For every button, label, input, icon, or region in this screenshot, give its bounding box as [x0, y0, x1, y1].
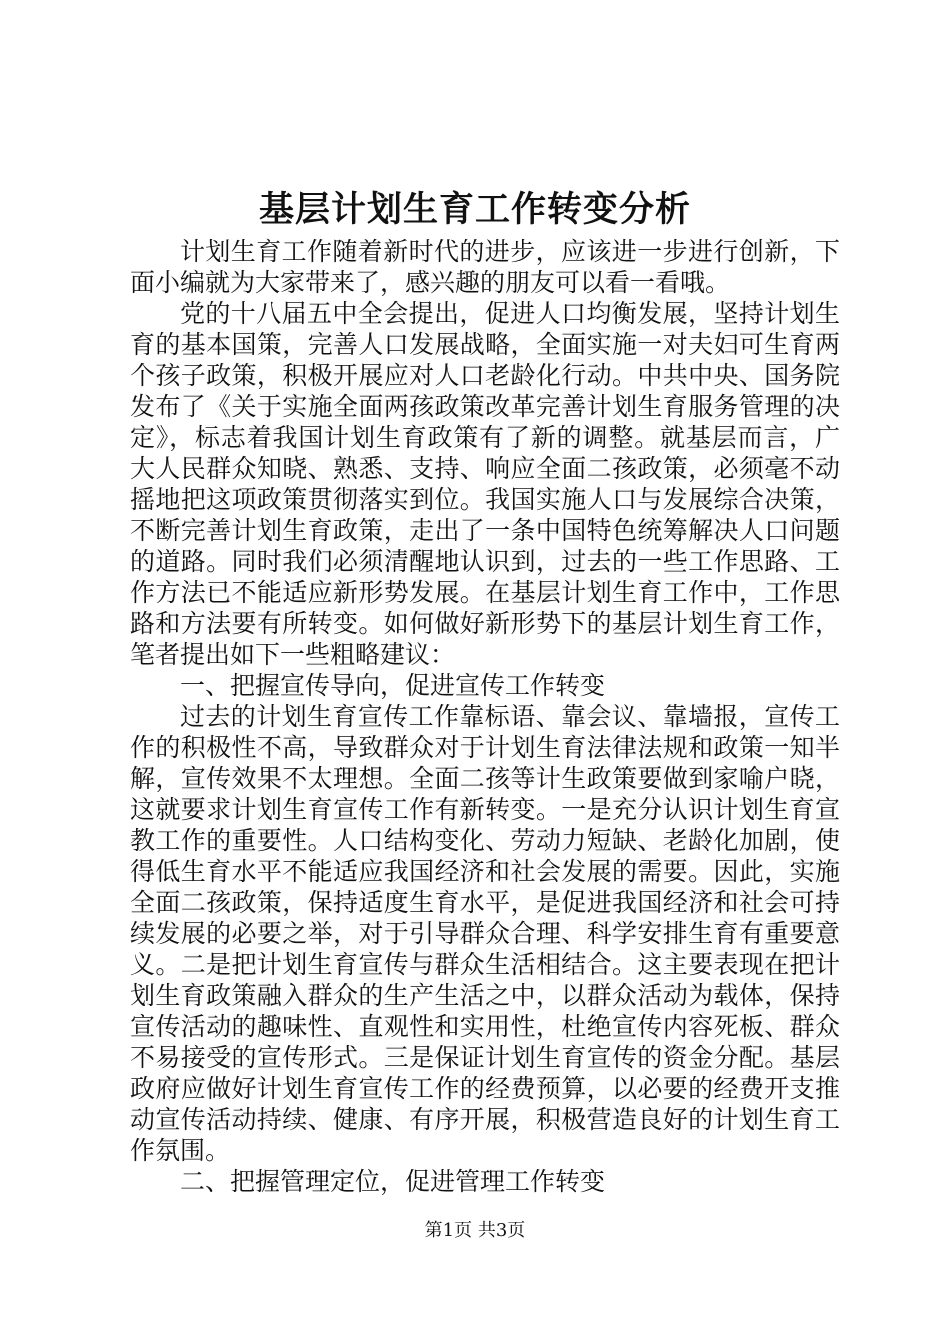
document-body — [130, 236, 840, 1197]
intro-paragraph: 计划生育工作随着新时代的进步，应该进一步进行创新，下面小编就为大家带来了，感兴趣的朋友可以看一看哦。 — [130, 237, 840, 297]
document-title: 基层计划生育工作转变分析 — [258, 189, 691, 230]
page-number-footer: 第1页 共3页 — [424, 1220, 526, 1241]
section-heading-2: 二、把握管理定位，促进管理工作转变 — [180, 1167, 606, 1196]
background-paragraph: 党的十八届五中全会提出，促进人口均衡发展，坚持计划生育的基本国策，完善人口发展战略，全面实施一对夫妇可生育两个孩子政策，积极开展应对人口老龄化行动。中共中央、国务院发布了《关于实施全面两孩政策改革完善计划生育服务管理的决定》，标志着我国计划生育政策有了新的调整。就基层而言，广大人民群众知晓、熟悉、支持、响应全面二孩政策，必须毫不动摇地把这项政策贯彻落实到位。我国实施人口与发展综合决策，不断完善计划生育政策，走出了一条中国特色统筹解决人口问题的道路。同时我们必须清醒地认识到，过去的一些工作思路、工作方法已不能适应新形势发展。在基层计划生育工作中，工作思路和方法要有所转变。如何做好新形势下的基层计划生育工作，笔者提出如下一些粗略建议： — [130, 299, 840, 669]
section-heading-1: 一、把握宣传导向，促进宣传工作转变 — [180, 671, 606, 700]
section-1-paragraph: 过去的计划生育宣传工作靠标语、靠会议、靠墙报，宣传工作的积极性不高，导致群众对于计划生育法律法规和政策一知半解，宣传效果不太理想。全面二孩等计生政策要做到家喻户晓，这就要求计划生育宣传工作有新转变。一是充分认识计划生育宣教工作的重要性。人口结构变化、劳动力短缺、老龄化加剧，使得低生育水平不能适应我国经济和社会发展的需要。因此，实施全面二孩政策，保持适度生育水平，是促进我国经济和社会可持续发展的必要之举，对于引导群众合理、科学安排生育有重要意义。二是把计划生育宣传与群众生活相结合。这主要表现在把计划生育政策融入群众的生产生活之中，以群众活动为载体，保持宣传活动的趣味性、直观性和实用性，杜绝宣传内容死板、群众不易接受的宣传形式。三是保证计划生育宣传的资金分配。基层政府应做好计划生育宣传工作的经费预算，以必要的经费开支推动宣传活动持续、健康、有序开展，积极营造良好的计划生育工作氛围。 — [130, 702, 840, 1165]
